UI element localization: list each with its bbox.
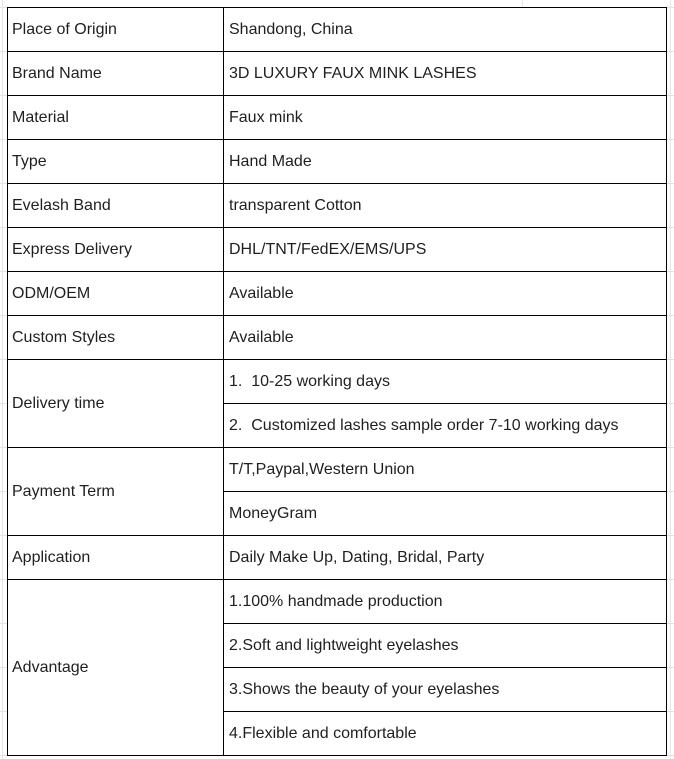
spec-value: T/T,Paypal,Western Union [224,448,667,492]
spec-value: Faux mink [224,96,667,140]
product-specs-table [7,7,667,756]
gridline-vertical-right [670,0,671,759]
table-row [8,536,667,580]
spec-label: Type [8,140,224,184]
spec-value: 3D LUXURY FAUX MINK LASHES [224,52,667,96]
margin-gridlines-left [0,7,7,759]
table-row [8,52,667,96]
spec-value: 2.Soft and lightweight eyelashes [224,624,667,668]
spec-value: Available [224,272,667,316]
spec-label: Advantage [8,580,224,756]
spec-value: MoneyGram [224,492,667,536]
spec-label: Evelash Band [8,184,224,228]
spec-label: Material [8,96,224,140]
spec-label: Payment Term [8,448,224,536]
table-row [8,8,667,52]
spec-value: 2. Customized lashes sample order 7-10 working days [224,404,667,448]
spec-label: Place of Origin [8,8,224,52]
spec-value: 3.Shows the beauty of your eyelashes [224,668,667,712]
spec-value: Daily Make Up, Dating, Bridal, Party [224,536,667,580]
table-row [8,96,667,140]
table-row [8,228,667,272]
margin-gridlines-right [666,7,674,759]
spec-label: Custom Styles [8,316,224,360]
spec-label: Application [8,536,224,580]
spec-label: Delivery time [8,360,224,448]
table-row [8,580,667,624]
gridline-vertical-left [2,0,3,759]
table-row [8,140,667,184]
spec-value: 4.Flexible and comfortable [224,712,667,756]
spec-value: 1.100% handmade production [224,580,667,624]
spec-value: DHL/TNT/FedEX/EMS/UPS [224,228,667,272]
spec-value: transparent Cotton [224,184,667,228]
spec-label: Express Delivery [8,228,224,272]
spec-value: Available [224,316,667,360]
spec-value: 1. 10-25 working days [224,360,667,404]
table-row [8,184,667,228]
table-row [8,272,667,316]
spec-label: Brand Name [8,52,224,96]
spec-value: Hand Made [224,140,667,184]
table-row [8,360,667,404]
spec-value: Shandong, China [224,8,667,52]
gridline-vertical-top-stub [522,0,523,7]
spec-label: ODM/OEM [8,272,224,316]
table-row [8,448,667,492]
table-row [8,316,667,360]
